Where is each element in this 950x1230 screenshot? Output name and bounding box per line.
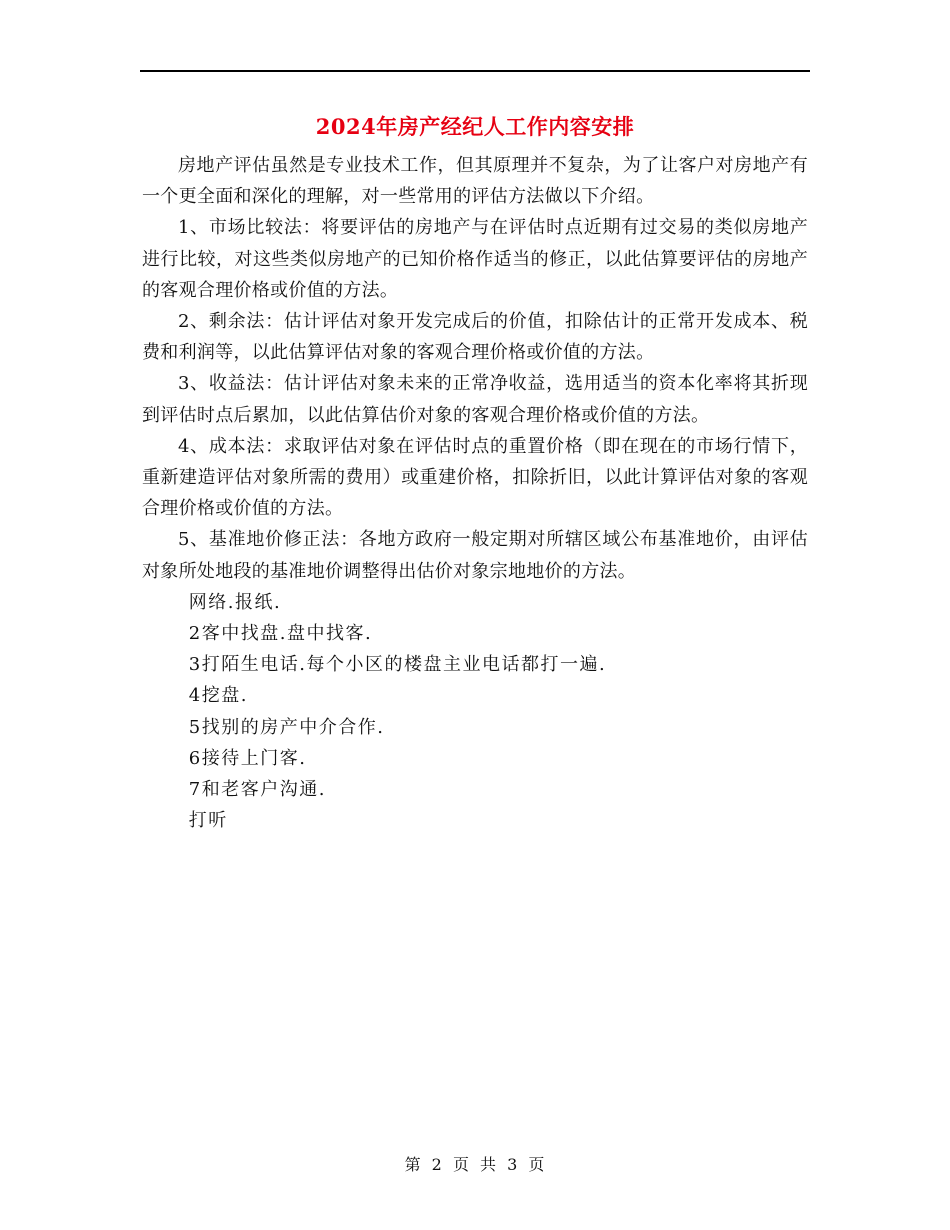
header-rule xyxy=(140,70,810,72)
list-item: 7和老客户沟通. xyxy=(188,779,326,801)
method-residual: 2、剩余法：估计评估对象开发完成后的价值，扣除估计的正常开发成本、税费和利润等，以此估算评估对象的客观合理价格或价值的方法。 xyxy=(142,311,808,364)
list-item: 2客中找盘.盘中找客. xyxy=(188,623,373,645)
list-item: 打听 xyxy=(188,810,228,832)
method-income: 3、收益法：估计评估对象未来的正常净收益，选用适当的资本化率将其折现到评估时点后累加，以此估算估价对象的客观合理价格或价值的方法。 xyxy=(142,373,808,426)
document-body xyxy=(142,150,808,836)
list-item: 6接待上门客. xyxy=(188,747,307,769)
list-item: 4挖盘. xyxy=(188,685,248,707)
method-benchmark-land-price: 5、基准地价修正法：各地方政府一般定期对所辖区域公布基准地价，由评估对象所处地段的基准地价调整得出估价对象宗地地价的方法。 xyxy=(142,529,808,582)
method-market-comparison: 1、市场比较法：将要评估的房地产与在评估时点近期有过交易的类似房地产进行比较，对这些类似房地产的已知价格作适当的修正，以此估算要评估的房地产的客观合理价格或价值的方法。 xyxy=(142,217,808,301)
list-item: 网络.报纸. xyxy=(188,591,282,613)
intro-paragraph: 房地产评估虽然是专业技术工作，但其原理并不复杂，为了让客户对房地产有一个更全面和深化的理解，对一些常用的评估方法做以下介绍。 xyxy=(142,155,808,208)
list-item: 5找别的房产中介合作. xyxy=(188,716,385,738)
list-item: 3打陌生电话.每个小区的楼盘主业电话都打一遍. xyxy=(188,654,607,676)
method-cost: 4、成本法：求取评估对象在评估时点的重置价格（即在现在的市场行情下，重新建造评估对象所需的费用）或重建价格，扣除折旧，以此计算评估对象的客观合理价格或价值的方法。 xyxy=(142,435,808,520)
document-title: 2024年房产经纪人工作内容安排 xyxy=(315,114,635,139)
page-number: 第 2 页 共 3 页 xyxy=(404,1155,546,1174)
